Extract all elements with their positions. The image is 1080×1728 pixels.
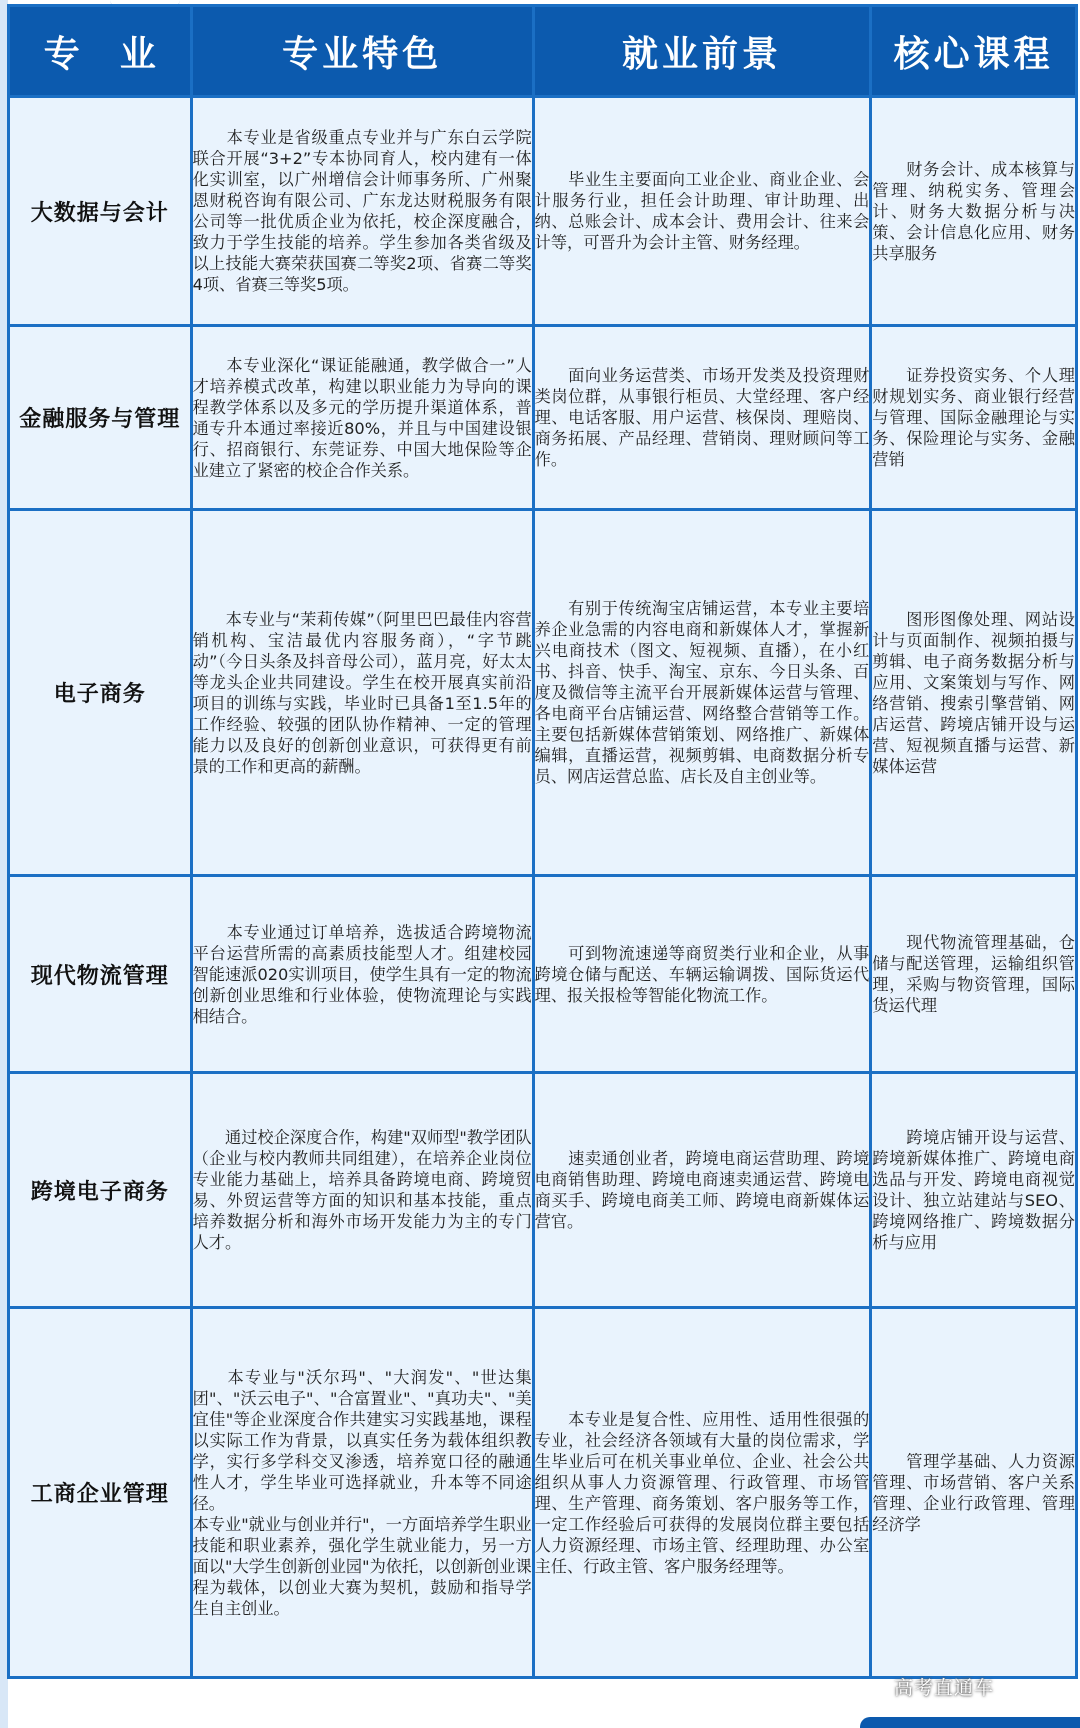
major-features: 本专业深化“课证能融通，教学做合一”人才培养模式改革，构建以职业能力为导向的课程教学体系以及多元的学历提升渠道体系，普通专升本通过率接近80%，并且与中国建设银行、招商银行、东莞证券、中国大地保险等企业建立了紧密的校企合作关系。 (191, 326, 533, 510)
table-row (9, 876, 1077, 1073)
table-row (9, 1308, 1077, 1678)
major-features: 本专业与"沃尔玛"、"大润发"、"世达集团"、"沃云电子"、"合富置业"、"真功夫"、"美宜佳"等企业深度合作共建实习实践基地，课程以实际工作为背景，以真实任务为载体组织教学，实行多学科交叉渗透，培养宽口径的融通性人才，学生毕业可选择就业，升本等不同途径。 本专业"就业与创业并行"，一方面培养学生职业技能和职业素养，强化学生就业能力，另一方面以"大学生创新创业园"为依托，以创新创业课程为载体，以创业大赛为契机，鼓励和指导学生自主创业。 (191, 1308, 533, 1678)
major-courses: 管理学基础、人力资源管理、市场营销、客户关系管理、企业行政管理、管理经济学 (871, 1308, 1077, 1678)
major-courses: 证券投资实务、个人理财规划实务、商业银行经营与管理、国际金融理论与实务、保险理论与实务、金融营销 (871, 326, 1077, 510)
header-courses: 核心课程 (871, 6, 1077, 97)
major-name: 电子商务 (9, 510, 192, 876)
table-header-row (9, 6, 1077, 97)
major-features: 通过校企深度合作，构建"双师型"教学团队（企业与校内教师共同组建），在培养企业岗位专业能力基础上，培养具备跨境电商、跨境贸易、外贸运营等方面的知识和基本技能，重点培养数据分析和海外市场开发能力为主的专门人才。 (191, 1073, 533, 1308)
table-row (9, 97, 1077, 326)
watermark-text: 高考直通车 (893, 1677, 994, 1699)
major-prospects: 速卖通创业者，跨境电商运营助理、跨境电商销售助理、跨境电商速卖通运营、跨境电商买手、跨境电商美工师、跨境电商新媒体运营官。 (533, 1073, 871, 1308)
major-courses: 图形图像处理、网站设计与页面制作、视频拍摄与剪辑、电子商务数据分析与应用、文案策划与写作、网络营销、搜索引擎营销、网店运营、跨境店铺开设与运营、短视频直播与运营、新媒体运营 (871, 510, 1077, 876)
major-features: 本专业通过订单培养，选拔适合跨境物流平台运营所需的高素质技能型人才。组建校园智能速派020实训项目，使学生具有一定的物流创新创业思维和行业体验，使物流理论与实践相结合。 (191, 876, 533, 1073)
majors-table (7, 4, 1078, 1679)
major-courses: 现代物流管理基础，仓储与配送管理，运输组织管理，采购与物资管理，国际货运代理 (871, 876, 1077, 1073)
major-prospects: 有别于传统淘宝店铺运营，本专业主要培养企业急需的内容电商和新媒体人才，掌握新兴电商技术（图文、短视频、直播），在小红书、抖音、快手、淘宝、京东、今日头条、百度及微信等主流平台开展新媒体运营与管理、各电商平台店铺运营、网络整合营销等工作。主要包括新媒体营销策划、网络推广、新媒体编辑，直播运营，视频剪辑、电商数据分析专员、网店运营总监、店长及自主创业等。 (533, 510, 871, 876)
major-prospects: 本专业是复合性、应用性、适用性很强的专业，社会经济各领域有大量的岗位需求，学生毕业后可在机关事业单位、企业、社会公共组织从事人力资源管理、行政管理、市场管理、生产管理、商务策划、客户服务等工作，一定工作经验后可获得的发展岗位群主要包括人力资源经理、市场主管、经理助理、办公室主任、行政主管、客户服务经理等。 (533, 1308, 871, 1678)
header-major: 专业 (9, 6, 192, 97)
major-courses: 跨境店铺开设与运营、跨境新媒体推广、跨境电商选品与开发、跨境电商视觉设计、独立站建站与SEO、跨境网络推广、跨境数据分析与应用 (871, 1073, 1077, 1308)
header-prospects: 就业前景 (533, 6, 871, 97)
major-name: 工商企业管理 (9, 1308, 192, 1678)
major-features: 本专业是省级重点专业并与广东白云学院联合开展“3+2”专本协同育人，校内建有一体化实训室，以广州增信会计师事务所、广州聚恩财税咨询有限公司、广东龙达财税服务有限公司等一批优质企业为依托，校企深度融合，致力于学生技能的培养。学生参加各类省级及以上技能大赛荣获国赛二等奖2项、省赛二等奖4项、省赛三等奖5项。 (191, 97, 533, 326)
major-courses: 财务会计、成本核算与管理、纳税实务、管理会计、财务大数据分析与决策、会计信息化应用、财务共享服务 (871, 97, 1077, 326)
major-prospects: 毕业生主要面向工业企业、商业企业、会计服务行业，担任会计助理、审计助理、出纳、总账会计、成本会计、费用会计、往来会计等，可晋升为会计主管、财务经理。 (533, 97, 871, 326)
major-prospects: 面向业务运营类、市场开发类及投资理财类岗位群，从事银行柜员、大堂经理、客户经理、电话客服、用户运营、核保岗、理赔岗、商务拓展、产品经理、营销岗、理财顾问等工作。 (533, 326, 871, 510)
table-row (9, 1073, 1077, 1308)
major-features: 本专业与“茉莉传媒”（阿里巴巴最佳内容营销机构、宝洁最优内容服务商），“字节跳动”（今日头条及抖音母公司），蓝月亮，好太太等龙头企业共同建设。学生在校开展真实前沿项目的训练与实践，毕业时已具备1至1.5年的工作经验、较强的团队协作精神、一定的管理能力以及良好的创新创业意识，可获得更有前景的工作和更高的薪酬。 (191, 510, 533, 876)
major-name: 金融服务与管理 (9, 326, 192, 510)
major-name: 现代物流管理 (9, 876, 192, 1073)
bottom-decor-bar (860, 1717, 1080, 1728)
major-name: 大数据与会计 (9, 97, 192, 326)
header-features: 专业特色 (191, 6, 533, 97)
table-row (9, 326, 1077, 510)
major-prospects: 可到物流速递等商贸类行业和企业，从事跨境仓储与配送、车辆运输调拨、国际货运代理、报关报检等智能化物流工作。 (533, 876, 871, 1073)
major-name: 跨境电子商务 (9, 1073, 192, 1308)
table-row (9, 510, 1077, 876)
